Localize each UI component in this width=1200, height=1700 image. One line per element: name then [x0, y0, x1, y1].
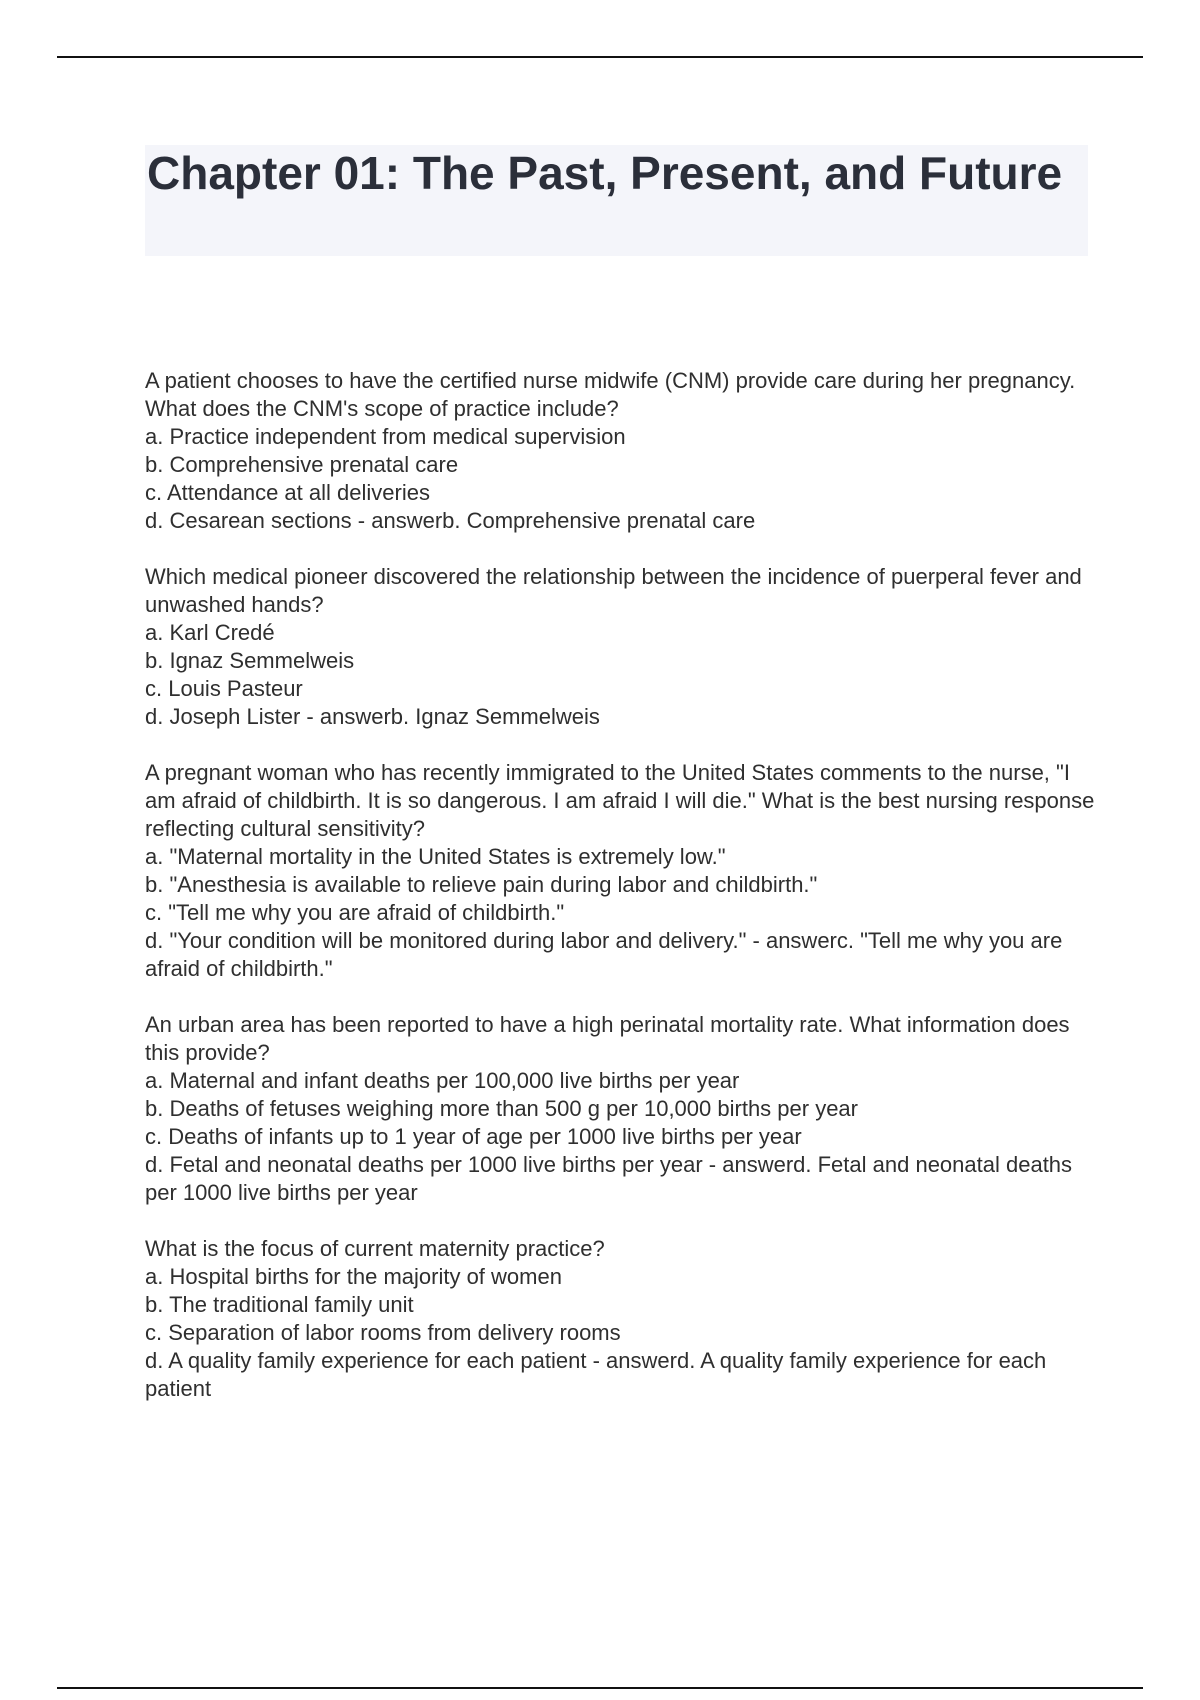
answer-option-a: a. Karl Credé — [145, 620, 275, 645]
answer-option-b: b. The traditional family unit — [145, 1292, 414, 1317]
answer-option-c: c. Deaths of infants up to 1 year of age per 1000 live births per year — [145, 1124, 802, 1149]
answer-option-a: a. Practice independent from medical supervision — [145, 424, 626, 449]
question-stem: An urban area has been reported to have a high perinatal mortality rate. What information does this provide? — [145, 1012, 1070, 1065]
page-title: Chapter 01: The Past, Present, and Future — [147, 147, 1063, 199]
question-5 — [145, 1235, 1095, 1403]
question-1 — [145, 367, 1095, 535]
answer-option-d: d. Cesarean sections - answerb. Comprehensive prenatal care — [145, 508, 756, 533]
answer-option-c: c. Louis Pasteur — [145, 676, 303, 701]
top-divider — [57, 56, 1143, 58]
answer-option-d: d. Joseph Lister - answerb. Ignaz Semmelweis — [145, 704, 600, 729]
answer-option-a: a. Maternal and infant deaths per 100,000 live births per year — [145, 1068, 740, 1093]
question-stem: Which medical pioneer discovered the relationship between the incidence of puerperal fever and unwashed hands? — [145, 564, 1082, 617]
answer-option-a: a. "Maternal mortality in the United States is extremely low." — [145, 844, 726, 869]
answer-option-c: c. Separation of labor rooms from delivery rooms — [145, 1320, 621, 1345]
question-stem: A patient chooses to have the certified nurse midwife (CNM) provide care during her pregnancy. What does the CNM's scope of practice include? — [145, 368, 1076, 421]
question-4 — [145, 1011, 1095, 1207]
answer-option-c: c. "Tell me why you are afraid of childbirth." — [145, 900, 565, 925]
answer-option-b: b. "Anesthesia is available to relieve pain during labor and childbirth." — [145, 872, 818, 897]
answer-option-b: b. Deaths of fetuses weighing more than 500 g per 10,000 births per year — [145, 1096, 858, 1121]
bottom-divider — [57, 1687, 1143, 1689]
answer-option-d: d. "Your condition will be monitored during labor and delivery." - answerc. "Tell me why you are afraid of childbirth." — [145, 928, 1063, 981]
question-list — [145, 367, 1095, 1431]
answer-option-d: d. Fetal and neonatal deaths per 1000 live births per year - answerd. Fetal and neonatal deaths per 1000 live births per year — [145, 1152, 1073, 1205]
question-3 — [145, 759, 1095, 983]
question-stem: A pregnant woman who has recently immigrated to the United States comments to the nurse, "I am afraid of childbirth. It is so dangerous. I am afraid I will die." What is the best nursing response reflecting cultural sensitivity? — [145, 760, 1095, 841]
answer-option-d: d. A quality family experience for each patient - answerd. A quality family experience for each patient — [145, 1348, 1047, 1401]
title-block — [145, 145, 1088, 256]
question-2 — [145, 563, 1095, 731]
answer-option-c: c. Attendance at all deliveries — [145, 480, 430, 505]
answer-option-b: b. Comprehensive prenatal care — [145, 452, 459, 477]
answer-option-b: b. Ignaz Semmelweis — [145, 648, 355, 673]
question-stem: What is the focus of current maternity practice? — [145, 1236, 605, 1261]
answer-option-a: a. Hospital births for the majority of women — [145, 1264, 562, 1289]
